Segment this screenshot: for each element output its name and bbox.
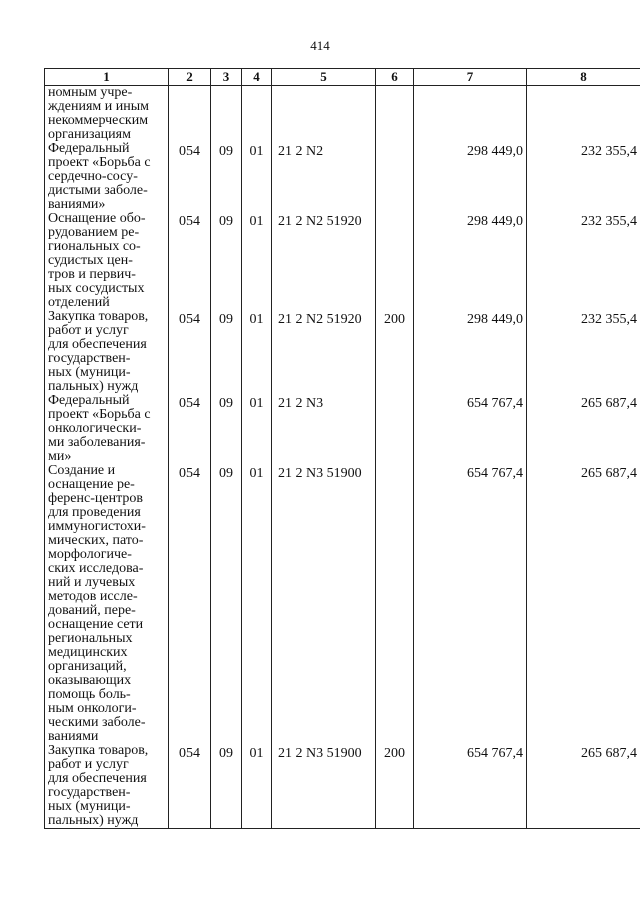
cell-csr: 21 2 N2 — [272, 142, 376, 212]
cell-name — [45, 212, 169, 310]
cell-csr: 21 2 N3 51900 — [272, 744, 376, 829]
name-line: Закупка товаров, — [48, 309, 149, 324]
header-col-3: 3 — [211, 69, 242, 86]
cell-name — [45, 744, 169, 829]
name-line: ваниями» — [48, 197, 106, 212]
cell-rz: 09 — [211, 212, 242, 310]
cell-rz: 09 — [211, 394, 242, 464]
header-row — [45, 69, 640, 86]
cell-name — [45, 464, 169, 744]
cell-amount-col-7: 654 767,4 — [414, 394, 527, 464]
cell-csr: 21 2 N2 51920 — [272, 310, 376, 394]
cell-amount-col-8 — [527, 86, 640, 143]
cell-csr: 21 2 N3 51900 — [272, 464, 376, 744]
name-line: некоммерческим — [48, 113, 149, 128]
cell-gp: 054 — [169, 394, 211, 464]
name-line: государствен- — [48, 351, 131, 366]
cell-amount-col-7: 298 449,0 — [414, 212, 527, 310]
cell-csr — [272, 86, 376, 143]
cell-gp: 054 — [169, 310, 211, 394]
cell-name — [45, 86, 169, 143]
cell-amount-col-7: 654 767,4 — [414, 464, 527, 744]
header-col-7: 7 — [414, 69, 527, 86]
name-line: номным учре- — [48, 85, 133, 100]
header-col-6: 6 — [376, 69, 414, 86]
cell-vr — [376, 212, 414, 310]
name-line: ференс-центров — [48, 491, 143, 506]
cell-pr — [242, 86, 272, 143]
name-line: ждениям и иным — [48, 99, 150, 114]
name-line: иммуногистохи- — [48, 519, 146, 534]
cell-amount-col-7: 298 449,0 — [414, 142, 527, 212]
name-line: дований, пере- — [48, 603, 136, 618]
cell-gp: 054 — [169, 142, 211, 212]
name-line: ных сосудистых — [48, 281, 145, 296]
name-line: оснащение сети — [48, 617, 144, 632]
name-line: оснащение ре- — [48, 477, 135, 492]
cell-csr: 21 2 N2 51920 — [272, 212, 376, 310]
name-line: дистыми заболе- — [48, 183, 148, 198]
cell-rz: 09 — [211, 464, 242, 744]
name-line: ваниями — [48, 729, 99, 744]
name-line: Федеральный — [48, 393, 130, 408]
name-line: ным онкологи- — [48, 701, 137, 716]
name-line: проект «Борьба с — [48, 407, 151, 422]
header-col-5: 5 — [272, 69, 376, 86]
cell-gp: 054 — [169, 744, 211, 829]
header-col-8: 8 — [527, 69, 640, 86]
name-line: мических, пато- — [48, 533, 144, 548]
header-col-1: 1 — [45, 69, 169, 86]
cell-amount-col-7: 298 449,0 — [414, 310, 527, 394]
cell-amount-col-8: 232 355,4 — [527, 212, 640, 310]
cell-vr — [376, 394, 414, 464]
cell-rz: 09 — [211, 142, 242, 212]
name-line: рудованием ре- — [48, 225, 140, 240]
name-line: работ и услуг — [48, 757, 129, 772]
budget-table — [44, 68, 640, 829]
cell-vr: 200 — [376, 744, 414, 829]
name-line: морфологиче- — [48, 547, 132, 562]
cell-name — [45, 310, 169, 394]
name-line: ми заболевания- — [48, 435, 146, 450]
cell-pr: 01 — [242, 464, 272, 744]
table-row — [45, 142, 640, 212]
name-line: для обеспечения — [48, 337, 147, 352]
name-line: Закупка товаров, — [48, 743, 149, 758]
cell-rz — [211, 86, 242, 143]
cell-amount-col-8: 265 687,4 — [527, 394, 640, 464]
name-line: ских исследова- — [48, 561, 144, 576]
cell-vr — [376, 464, 414, 744]
cell-vr — [376, 86, 414, 143]
name-line: Создание и — [48, 463, 116, 478]
name-line: организаций, — [48, 659, 127, 674]
table-row — [45, 394, 640, 464]
table-body — [45, 86, 640, 829]
name-line: отделений — [48, 295, 110, 310]
cell-name — [45, 394, 169, 464]
name-line: ми» — [48, 449, 72, 464]
name-line: гиональных со- — [48, 239, 141, 254]
name-line: судистых цен- — [48, 253, 133, 268]
page-number: 414 — [310, 38, 330, 53]
name-line: организациям — [48, 127, 131, 142]
cell-amount-col-8: 232 355,4 — [527, 142, 640, 212]
name-line: ческими заболе- — [48, 715, 146, 730]
name-line: Федеральный — [48, 141, 130, 156]
name-line: тров и первич- — [48, 267, 136, 282]
table-row — [45, 310, 640, 394]
table-row — [45, 464, 640, 744]
cell-csr: 21 2 N3 — [272, 394, 376, 464]
cell-pr: 01 — [242, 744, 272, 829]
cell-pr: 01 — [242, 394, 272, 464]
cell-amount-col-7 — [414, 86, 527, 143]
name-line: помощь боль- — [48, 687, 131, 702]
name-line: онкологически- — [48, 421, 142, 436]
cell-gp: 054 — [169, 212, 211, 310]
name-line: пальных) нужд — [48, 379, 139, 394]
name-line: пальных) нужд — [48, 813, 139, 828]
cell-name — [45, 142, 169, 212]
name-line: методов иссле- — [48, 589, 138, 604]
name-line: оказывающих — [48, 673, 132, 688]
name-line: для обеспечения — [48, 771, 147, 786]
header-col-2: 2 — [169, 69, 211, 86]
cell-amount-col-8: 265 687,4 — [527, 744, 640, 829]
cell-vr: 200 — [376, 310, 414, 394]
name-line: проект «Борьба с — [48, 155, 151, 170]
cell-pr: 01 — [242, 212, 272, 310]
cell-amount-col-7: 654 767,4 — [414, 744, 527, 829]
name-line: для проведения — [48, 505, 141, 520]
name-line: работ и услуг — [48, 323, 129, 338]
cell-pr: 01 — [242, 310, 272, 394]
cell-gp: 054 — [169, 464, 211, 744]
table-row — [45, 86, 640, 143]
name-line: ных (муници- — [48, 365, 131, 380]
cell-gp — [169, 86, 211, 143]
name-line: региональных — [48, 631, 133, 646]
cell-rz: 09 — [211, 744, 242, 829]
name-line: ний и лучевых — [48, 575, 136, 590]
cell-pr: 01 — [242, 142, 272, 212]
cell-amount-col-8: 232 355,4 — [527, 310, 640, 394]
header-col-4: 4 — [242, 69, 272, 86]
name-line: медицинских — [48, 645, 128, 660]
name-line: ных (муници- — [48, 799, 131, 814]
name-line: сердечно-сосу- — [48, 169, 138, 184]
name-line: Оснащение обо- — [48, 211, 146, 226]
cell-rz: 09 — [211, 310, 242, 394]
cell-amount-col-8: 265 687,4 — [527, 464, 640, 744]
table-row — [45, 212, 640, 310]
name-line: государствен- — [48, 785, 131, 800]
table-row — [45, 744, 640, 829]
cell-vr — [376, 142, 414, 212]
